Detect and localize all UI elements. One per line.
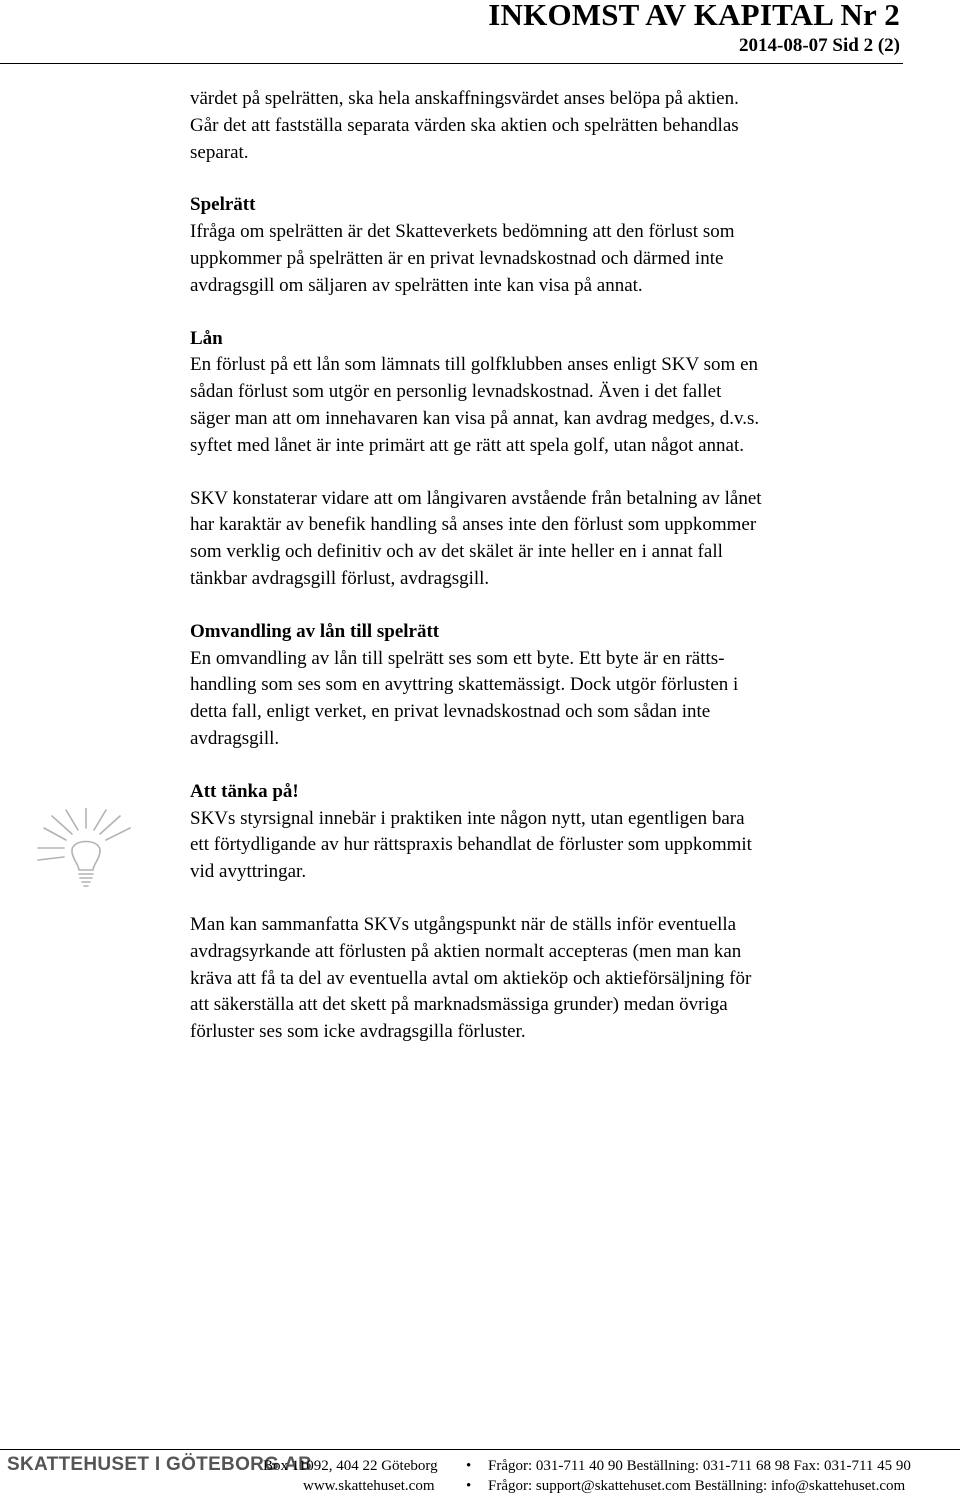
website-link[interactable]: www.skattehuset.com <box>303 1478 435 1494</box>
company-name: SKATTEHUSET I GÖTEBORG AB <box>7 1454 313 1475</box>
text-line: sådan förlust som utgör en personlig levnadskostnad. Även i det fallet <box>190 381 722 403</box>
text-line: som verklig och definitiv och av det skälet är inte heller en i annat fall <box>190 541 723 563</box>
text-line: separat. <box>190 141 249 163</box>
text-line: har karaktär av benefik handling så anses inte den förlust som uppkommer <box>190 514 757 536</box>
text-line: handling som ses som en avyttring skattemässigt. Dock utgör förlusten i <box>190 674 739 696</box>
text-line: vid avyttringar. <box>190 861 307 883</box>
text-line: avdragsgill. <box>190 727 280 749</box>
page-title: INKOMST AV KAPITAL Nr 2 <box>488 0 900 32</box>
text-line: att säkerställa att det skett på marknadsmässiga grunder) medan övriga <box>190 994 728 1016</box>
bullet-icon: • <box>466 1478 472 1494</box>
text-line: tänkbar avdragsgill förlust, avdragsgill. <box>190 567 490 589</box>
text-line: ett förtydligande av hur rättspraxis behandlat de förluster som uppkommit <box>190 834 752 856</box>
email-info[interactable]: Frågor: support@skattehuset.com Beställning: info@skattehuset.com <box>488 1478 906 1494</box>
section-att-tanka-pa <box>190 779 908 886</box>
header-divider <box>0 63 903 64</box>
section-heading: Lån <box>190 327 223 349</box>
section-heading: Omvandling av lån till spelrätt <box>190 620 440 642</box>
lightbulb-icon <box>34 808 138 892</box>
section-heading: Att tänka på! <box>190 780 299 802</box>
date-page-info: 2014-08-07 Sid 2 (2) <box>739 35 900 56</box>
text-line: avdragsyrkande att förlusten på aktien normalt accepteras (men man kan <box>190 940 742 962</box>
text-line: detta fall, enligt verket, en privat levnadskostnad och som sådan inte <box>190 701 711 723</box>
text-line: kräva att få ta del av eventuella avtal om aktieköp och aktieförsäljning för <box>190 967 752 989</box>
text-line: förluster ses som icke avdragsgilla förluster. <box>190 1021 526 1043</box>
text-line: SKV konstaterar vidare att om långivaren avstående från betalning av lånet <box>190 487 762 509</box>
text-line: syftet med lånet är inte primärt att ge rätt att spela golf, utan något annat. <box>190 434 744 456</box>
summary-paragraph <box>190 912 908 1046</box>
contact-email-line <box>466 1476 905 1496</box>
page-footer <box>0 1455 960 1495</box>
document-body <box>190 86 908 1046</box>
phone-info: Frågor: 031-711 40 90 Beställning: 031-711 68 98 Fax: 031-711 45 90 <box>488 1458 911 1474</box>
skv-paragraph <box>190 486 908 593</box>
text-line: Ifråga om spelrätten är det Skatteverkets bedömning att den förlust som <box>190 221 735 243</box>
intro-paragraph <box>190 86 908 166</box>
section-heading: Spelrätt <box>190 194 256 216</box>
text-line: SKVs styrsignal innebär i praktiken inte någon nytt, utan egentligen bara <box>190 807 745 829</box>
section-spelratt <box>190 192 908 299</box>
text-line: Man kan sammanfatta SKVs utgångspunkt när de ställs inför eventuella <box>190 913 737 935</box>
text-line: avdragsgill om säljaren av spelrätten inte kan visa på annat. <box>190 274 643 296</box>
text-line: En förlust på ett lån som lämnats till golfklubben anses enligt SKV som en <box>190 354 758 376</box>
text-line: uppkommer på spelrätten är en privat levnadskostnad och därmed inte <box>190 247 724 269</box>
contact-phone-line <box>466 1456 911 1476</box>
company-address: Box 11092, 404 22 Göteborg <box>263 1458 438 1474</box>
text-line: Går det att fastställa separata värden ska aktien och spelrätten behandlas <box>190 114 739 136</box>
text-line: säger man att om innehavaren kan visa på annat, kan avdrag medges, d.v.s. <box>190 407 760 429</box>
section-lan <box>190 326 908 460</box>
text-line: En omvandling av lån till spelrätt ses som ett byte. Ett byte är en rätts- <box>190 647 725 669</box>
footer-divider <box>0 1449 960 1450</box>
section-omvandling <box>190 619 908 753</box>
bullet-icon: • <box>466 1458 472 1474</box>
text-line: värdet på spelrätten, ska hela anskaffningsvärdet anses belöpa på aktien. <box>190 88 739 109</box>
